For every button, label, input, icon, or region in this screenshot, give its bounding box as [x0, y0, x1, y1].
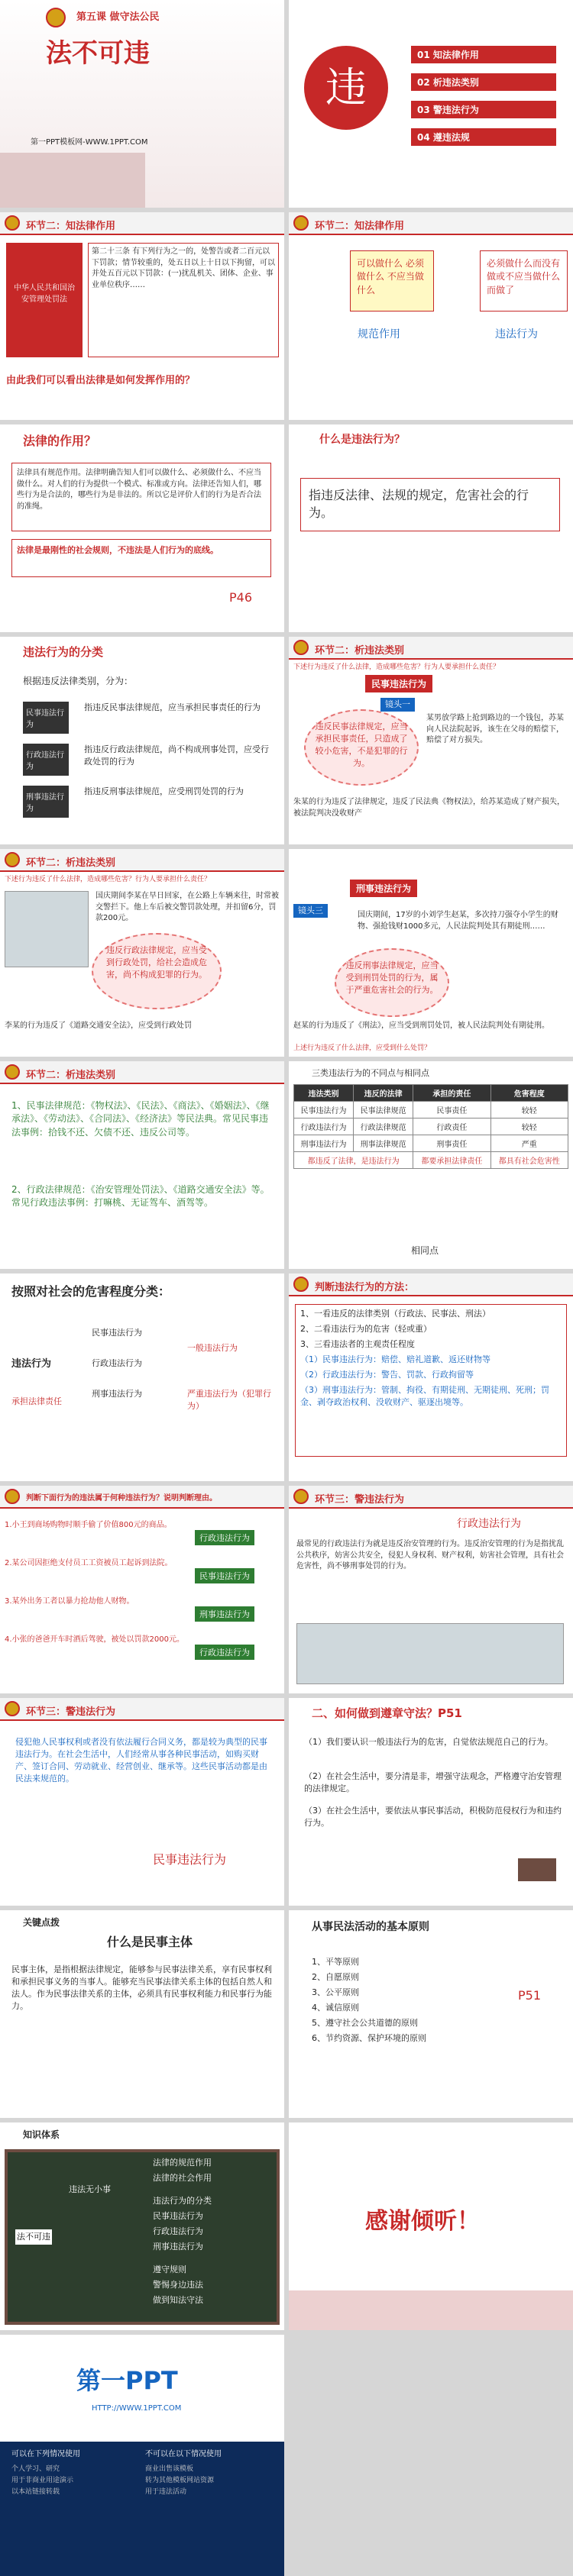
map-node: 违法行为的分类	[153, 2196, 212, 2206]
slide-title: 违法行为的分类	[23, 645, 104, 659]
case-story: 国庆期间李某在早日回家，在公路上车辆来往，时常被交警拦下。他上车后被交警罚款处理，并扣留6分，罚款200元。	[96, 892, 279, 922]
method-step-3: 3、三看违法者的主观责任程度	[300, 1339, 415, 1349]
slide-title: 从事民法活动的基本原则	[312, 1921, 429, 1933]
slide-admin-warning	[289, 1486, 573, 1693]
exercise-item-1: 1.小王到商场购物时顺手偷了价值800元的商品。	[5, 1521, 172, 1529]
type-label-civil: 民事违法行为	[23, 702, 69, 734]
license-allow-item: 个人学习、研究	[11, 2465, 60, 2473]
slide-header: 环节三：警违法行为	[315, 1494, 405, 1506]
map-center: 法不可违	[15, 2229, 52, 2245]
law-bottom-line: 法律是最刚性的社会规则，不违法是人们行为的底线。	[11, 539, 271, 577]
building-silhouette	[0, 153, 145, 208]
exercise-item-3: 3.某外出务工者以暴力抢劫他人财物。	[5, 1597, 134, 1606]
explanation-cloud: 违反刑事法律规定，应当受到刑罚处罚的行为，属于严重危害社会的行为。	[335, 948, 449, 1017]
slide-harm-classification	[0, 1273, 284, 1481]
license-deny-title: 不可以在以下情况使用	[145, 2450, 222, 2458]
case-photo	[5, 891, 89, 967]
thanks-text: 感谢倾听！	[365, 2208, 480, 2235]
tree-branch-criminal: 刑事违法行为	[92, 1389, 142, 1399]
lesson-name: 第五课 做守法公民	[76, 11, 160, 23]
slide-illegal-types	[0, 637, 284, 844]
lens-tag: 镜头三	[293, 904, 328, 918]
menu-item-4[interactable]: 04 遵违法规	[411, 128, 556, 146]
brand-url[interactable]: HTTP://WWW.1PPT.COM	[92, 2404, 182, 2413]
map-node-left: 违法无小事	[69, 2184, 111, 2194]
principle-4: 4、诚信原则	[312, 2003, 359, 2013]
emblem-icon	[293, 215, 309, 231]
map-node: 法律的社会作用	[153, 2173, 212, 2183]
subject-text: 民事主体，是指根据法律规定，能够参与民事法律关系，享有民事权利和承担民事义务的当事人。能够充当民事法律关系主体的包括自然人和法人。作为民事法律关系的主体，必须具有民事权利能力和民事行为能力。	[11, 1964, 272, 2011]
slide-exercise	[0, 1486, 284, 1693]
obey-point-2: （2）在社会生活中，要分清是非，增强守法观念，严格遵守治安管理的法律规定。	[304, 1771, 562, 1793]
role-label-2: 违法行为	[495, 328, 538, 341]
exercise-answer-1[interactable]: 行政违法行为	[195, 1530, 254, 1545]
exercise-answer-3[interactable]: 刑事违法行为	[195, 1606, 254, 1622]
case-question: 上述行为违反了什么法律，应受到什么处罚？	[293, 1044, 432, 1052]
slide-what-is-illegal	[289, 424, 573, 632]
type-label-admin: 行政违法行为	[23, 744, 69, 776]
method-civil: （1）民事违法行为：赔偿、赔礼道歉、返还财物等	[300, 1354, 490, 1364]
case-story: 国庆期间，17岁的小刘学生赵某，多次持刀强夺小学生的财物、强抢钱财1000多元，人民法院判处其有期徒刑……	[358, 911, 558, 931]
slide-brand	[0, 2335, 284, 2576]
emblem-icon	[5, 215, 20, 231]
slide-obey-law	[289, 1698, 573, 1906]
type-label-criminal: 刑事违法行为	[23, 786, 69, 818]
lens-tag: 镜头一	[380, 698, 415, 712]
slide-header: 环节二：知法律作用	[315, 221, 405, 232]
civil-text: 侵犯他人民事权利或者没有依法履行合同义务，都是较为典型的民事违法行为。在社会生活中，人们经常从事各种民事活动，如购买财产、签订合同、劳动就业、经营创业、继承等。这些民事活动都是由民法来规范的。	[15, 1737, 267, 1784]
emblem-icon	[5, 1701, 20, 1716]
exercise-answer-4[interactable]: 行政违法行为	[195, 1645, 254, 1660]
map-node: 民事违法行为	[153, 2211, 203, 2221]
gavel-icon	[518, 1858, 556, 1881]
menu-item-1[interactable]: 01 知法律作用	[411, 46, 556, 63]
slide-principles	[289, 1910, 573, 2118]
admin-norms-text: 2、行政法律规范：《治安管理处罚法》、《道路交通安全法》等。常见行政违法事例：打嘛桃、无证驾车、酒驾等。	[11, 1184, 270, 1209]
emblem-icon	[5, 852, 20, 867]
slide-civil-warning	[0, 1698, 284, 1906]
slide-header: 环节二：析违法类别	[26, 1070, 116, 1081]
slide-comparison-table	[289, 1061, 573, 1269]
map-node: 遵守规则	[153, 2264, 186, 2274]
warning-text: 最常见的行政违法行为就是违反治安管理的行为。违反治安管理的行为是指扰乱公共秩序，妨害公共安全，侵犯人身权利、财产权利，妨害社会管理，具有社会危害性，尚不够刑事处罚的行为。	[296, 1540, 564, 1570]
license-deny-item: 转为其他模板网站资源	[145, 2477, 215, 2484]
type-badge: 民事违法行为	[365, 675, 432, 692]
liability-note: 承担法律责任	[11, 1396, 62, 1406]
obey-point-3: （3）在社会生活中，要依法从事民事活动，积极防范侵权行为和违约行为。	[304, 1806, 562, 1828]
menu-item-2[interactable]: 02 析违法类别	[411, 73, 556, 91]
role-box-2: 必须做什么而没有做或不应当做什么而做了	[480, 250, 568, 312]
explanation-cloud: 违反民事法律规定，应当承担民事责任，只造成了较小危害，不是犯罪的行为。	[304, 709, 419, 786]
emblem-icon	[293, 1277, 309, 1292]
map-node: 做到知法守法	[153, 2295, 203, 2305]
case-conclusion: 李某的行为违反了《道路交通安全法》，应受到行政处罚	[5, 1022, 192, 1030]
principle-2: 2、自愿原则	[312, 1972, 359, 1982]
slide-header: 环节二：析违法类别	[26, 857, 116, 869]
case-conclusion: 赵某的行为违反了《刑法》，应当受到刑罚处罚，被人民法院判处有期徒刑。	[293, 1022, 549, 1030]
slide-header: 环节三：警违法行为	[26, 1706, 116, 1718]
slide-thanks	[289, 2122, 573, 2330]
obey-point-1: （1）我们要认识一般违法行为的危害，自觉依法规范自己的行为。	[304, 1737, 553, 1747]
type-desc-civil: 指违反民事法律规范，应当承担民事责任的行为	[84, 702, 261, 712]
law-function-text: 法律具有规范作用。法律明确告知人们可以做什么、必须做什么、不应当做什么。对人们的行为提供一个模式、标准或方向。法律还告知人们，哪些行为是合法的，哪些行为是非法的。所以它是评价人们的行为是否合法的准绳。	[11, 463, 271, 531]
principle-3: 3、公平原则	[312, 1987, 359, 1997]
intro-text: 根据违反法律类别，分为：	[23, 676, 134, 686]
emblem-character: 违	[304, 46, 388, 130]
slide-case-civil	[289, 637, 573, 844]
slide-title: 什么是民事主体	[107, 1935, 193, 1949]
role-box-1: 可以做什么 必须做什么 不应当做什么	[350, 250, 434, 312]
emblem-icon	[5, 1064, 20, 1080]
method-step-2: 2、二看违法行为的危害（轻或重）	[300, 1324, 432, 1334]
site-name: 第一PPT模板网-WWW.1PPT.COM	[31, 138, 148, 147]
explanation-cloud: 违反行政法律规定，应当受到行政处罚，给社会造成危害，尚不构成犯罪的行为。	[92, 933, 222, 1009]
slide-knowledge-map	[0, 2122, 284, 2330]
slide-main-title: 法不可违	[46, 38, 150, 69]
slide-title: 什么是违法行为？	[319, 434, 405, 446]
menu-item-3[interactable]: 03 警违法行为	[411, 101, 556, 118]
case-question: 下述行为违反了什么法律，造成哪些危害？行为人要承担什么责任？	[5, 876, 212, 883]
slide-title	[0, 0, 284, 208]
emblem-icon	[293, 640, 309, 655]
definition-text: 指违反法律、法规的规定，危害社会的行为。	[300, 478, 560, 531]
slide-title: 二、如何做到遵章守法？P51	[312, 1706, 462, 1720]
law-book: 中华人民共和国治安管理处罚法	[6, 243, 83, 357]
map-node: 警惕身边违法	[153, 2280, 203, 2290]
slide-header: 环节二：析违法类别	[315, 645, 405, 657]
role-label-1: 规范作用	[358, 328, 400, 341]
tree-branch-civil: 民事违法行为	[92, 1328, 142, 1338]
tree-root: 违法行为	[11, 1358, 52, 1370]
question-text: 由此我们可以看出法律是如何发挥作用的？	[6, 375, 196, 386]
exercise-item-4: 4.小张的爸爸开车时酒后驾驶，被处以罚款2000元。	[5, 1635, 184, 1644]
national-emblem-icon	[46, 8, 66, 27]
slide-title: 法律的作用？	[23, 434, 97, 448]
page-ref: P46	[229, 590, 253, 605]
group-general: 一般违法行为	[187, 1343, 238, 1353]
slide-case-admin	[0, 849, 284, 1057]
slide-role-compare	[289, 212, 573, 420]
comparison-table: 违法类别 违反的法律 承担的责任 危害程度 民事违法行为 民事法律规范 民事责任 较轻 行政违法行为 行政法律规范 行政责任 较轻 刑事违法行为 刑事法律规范 刑事责任 严重 都违反了法律，是违法行为 都要承担法律责任 都具有社会危害性	[293, 1084, 568, 1169]
map-node: 行政违法行为	[153, 2226, 203, 2236]
map-node: 刑事违法行为	[153, 2242, 203, 2252]
emblem-icon	[5, 1489, 20, 1504]
license-allow-item: 以本站链接转载	[11, 2488, 60, 2496]
slide-law-role	[0, 212, 284, 420]
slide-case-criminal	[289, 849, 573, 1057]
building-silhouette	[289, 2290, 573, 2330]
type-desc-admin: 指违反行政法律规范，尚不构成刑事处罚，应受行政处罚的行为	[84, 744, 269, 767]
table-title: 三类违法行为的不同点与相同点	[312, 1068, 429, 1078]
license-deny-item: 用于违法活动	[145, 2488, 187, 2496]
slide-law-function	[0, 424, 284, 632]
exercise-item-2: 2.某公司因拒绝支付员工工资被员工起诉到法院。	[5, 1559, 173, 1567]
slide-menu	[289, 0, 573, 208]
method-admin: （2）行政违法行为：警告、罚款、行政拘留等	[300, 1370, 474, 1380]
law-article: 第二十三条 有下列行为之一的，处警告或者二百元以下罚款；情节较重的，处五日以上十日以下拘留，可以并处五百元以下罚款：(一)扰乱机关、团体、企业、事业单位秩序……	[88, 243, 279, 357]
case-conclusion: 朱某的行为违反了法律规定，违反了民法典《物权法》，给苏某造成了财产损失，被法院判决没收财产	[293, 798, 565, 818]
type-desc-criminal: 指违反刑事法律规范，应受刑罚处罚的行为	[84, 786, 244, 796]
illustration	[296, 1623, 564, 1684]
license-allow-item: 用于非商业用途演示	[11, 2477, 74, 2484]
license-allow-title: 可以在下列情况使用	[11, 2450, 80, 2458]
civil-tag: 民事违法行为	[153, 1852, 227, 1867]
brand-logo: 第一PPT	[76, 2366, 178, 2395]
slide-header: 关键点拨	[23, 1917, 60, 1928]
method-criminal: （3）刑事违法行为：管制、拘役、有期徒刑、无期徒刑、死刑；罚金、剥夺政治权利、没收财产、驱逐出境等。	[300, 1385, 549, 1407]
type-badge: 行政违法行为	[457, 1518, 521, 1530]
map-node: 法律的规范作用	[153, 2158, 212, 2168]
slide-header: 知识体系	[23, 2129, 60, 2140]
slide-law-norms	[0, 1061, 284, 1269]
slide-judge-method	[289, 1273, 573, 1481]
same-label: 相同点	[411, 1245, 439, 1256]
exercise-answer-2[interactable]: 民事违法行为	[195, 1568, 254, 1583]
tree-branch-admin: 行政违法行为	[92, 1358, 142, 1368]
emblem-icon	[293, 1489, 309, 1504]
slide-header: 判断违法行为的方法：	[315, 1282, 415, 1293]
civil-norms-text: 1、民事法律规范：《物权法》、《民法》、《商法》、《婚姻法》、《继承法》、《劳动法》、《合同法》、《经济法》等民法典。常见民事违法事例：拾钱不还、欠债不还、违反公司等。	[11, 1100, 270, 1138]
license-panel	[0, 2442, 284, 2576]
page-ref: P51	[518, 1988, 542, 2003]
principle-6: 6、节约资源、保护环境的原则	[312, 2033, 426, 2043]
slide-header: 判断下面行为的违法属于何种违法行为？说明判断理由。	[26, 1494, 217, 1503]
slide-header: 环节二：知法律作用	[26, 221, 116, 232]
license-deny-item: 商业出售该模板	[145, 2465, 194, 2473]
type-badge: 刑事违法行为	[350, 880, 417, 897]
principle-1: 1、平等原则	[312, 1957, 359, 1967]
case-story: 某男放学路上抢到路边的一个钱包，苏某向人民法院起诉，该生在父母的赔偿下，赔偿了对方损失。	[426, 714, 564, 744]
slide-title: 按照对社会的危害程度分类：	[11, 1284, 171, 1299]
slide-civil-subject	[0, 1910, 284, 2118]
group-serious: 严重违法行为（犯罪行为）	[187, 1389, 271, 1411]
case-question: 下述行为违反了什么法律，造成哪些危害？行为人要承担什么责任？	[293, 663, 500, 671]
method-step-1: 1、一看违反的法律类别（行政法、民事法、刑法）	[300, 1309, 490, 1319]
principle-5: 5、遵守社会公共道德的原则	[312, 2018, 418, 2028]
